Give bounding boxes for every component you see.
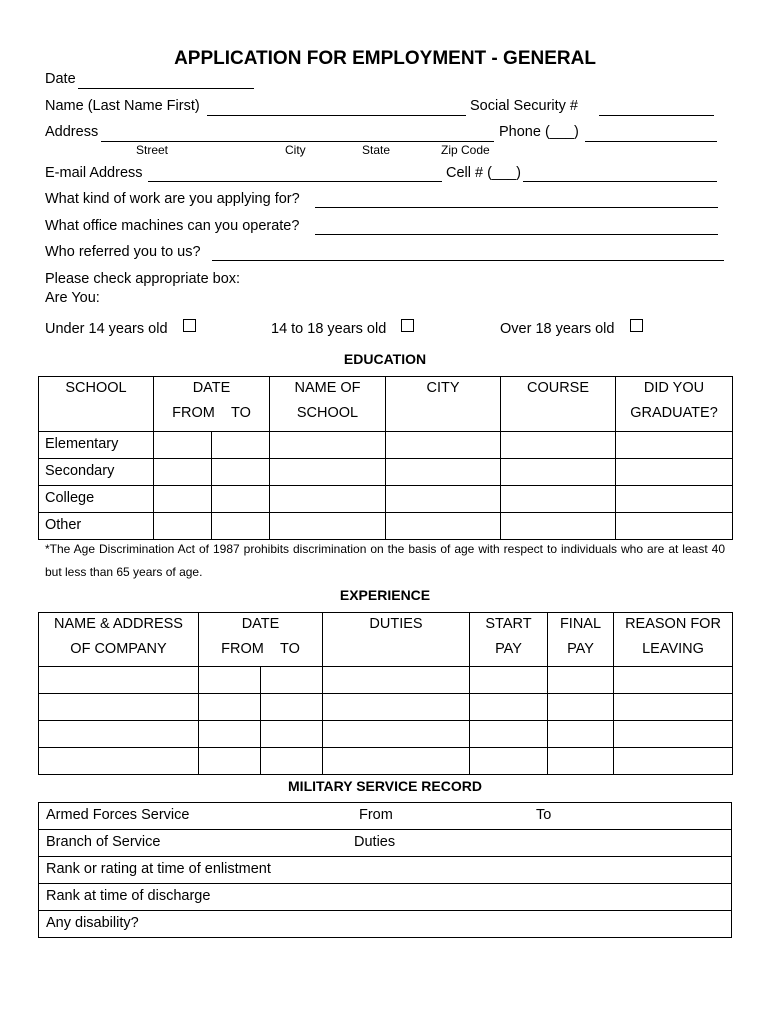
checkbox-14-18[interactable]	[401, 319, 414, 332]
military-row-rank-discharge[interactable]	[39, 884, 732, 911]
edu-cell[interactable]	[154, 486, 212, 513]
edu-cell[interactable]	[386, 432, 501, 459]
cell-label: Cell # (___)	[446, 165, 521, 181]
exp-cell[interactable]	[548, 667, 614, 694]
name-label: Name (Last Name First)	[45, 98, 200, 114]
edu-cell[interactable]	[616, 513, 733, 540]
exp-cell[interactable]	[39, 667, 199, 694]
exp-cell[interactable]	[323, 694, 470, 721]
edu-header-graduate	[616, 377, 733, 432]
edu-row-label: College	[45, 490, 95, 506]
exp-header-name-addr: NAME & ADDRESS	[54, 616, 183, 632]
referred-field[interactable]	[212, 260, 724, 261]
edu-cell[interactable]	[270, 513, 386, 540]
edu-header-did-you: DID YOU	[643, 380, 705, 396]
exp-header-duties-label: DUTIES	[369, 616, 423, 632]
exp-cell[interactable]	[548, 748, 614, 775]
check-prompt: Please check appropriate box:	[45, 271, 241, 287]
exp-cell[interactable]	[261, 748, 323, 775]
phone-label: Phone (___)	[499, 124, 579, 140]
exp-header-start-pay	[470, 613, 548, 667]
edu-header-from: FROM	[172, 405, 215, 421]
military-disability-label: Any disability?	[46, 915, 139, 931]
military-row-armed[interactable]	[39, 803, 732, 830]
edu-header-date	[154, 377, 270, 432]
exp-header-of-company: OF COMPANY	[70, 641, 167, 657]
age-option-under-14: Under 14 years old	[45, 321, 168, 337]
edu-cell[interactable]	[501, 459, 616, 486]
military-from-label: From	[359, 807, 393, 823]
military-heading: MILITARY SERVICE RECORD	[288, 778, 482, 794]
edu-cell[interactable]	[154, 432, 212, 459]
exp-cell[interactable]	[470, 748, 548, 775]
edu-cell[interactable]	[212, 513, 270, 540]
edu-cell[interactable]	[270, 432, 386, 459]
work-field[interactable]	[315, 207, 718, 208]
edu-cell[interactable]	[386, 513, 501, 540]
edu-row-college	[39, 486, 154, 513]
exp-header-leaving: LEAVING	[642, 641, 704, 657]
exp-cell[interactable]	[199, 667, 261, 694]
exp-cell[interactable]	[261, 694, 323, 721]
referred-label: Who referred you to us?	[45, 244, 201, 260]
edu-header-school-label: SCHOOL	[65, 380, 127, 396]
edu-cell[interactable]	[616, 432, 733, 459]
edu-row-label: Elementary	[45, 436, 119, 452]
ssn-label: Social Security #	[470, 98, 578, 114]
exp-header-pay: PAY	[567, 641, 594, 657]
exp-header-date-label: DATE	[241, 616, 280, 632]
address-label: Address	[45, 124, 99, 140]
military-rank-discharge-label: Rank at time of discharge	[46, 888, 211, 904]
exp-header-from: FROM	[221, 641, 264, 657]
page-title: APPLICATION FOR EMPLOYMENT - GENERAL	[174, 48, 596, 69]
exp-header-duties	[323, 613, 470, 667]
edu-cell[interactable]	[616, 459, 733, 486]
military-row-disability[interactable]	[39, 911, 732, 938]
exp-header-to: TO	[279, 641, 300, 657]
work-label: What kind of work are you applying for?	[45, 191, 300, 207]
exp-header-reason	[614, 613, 733, 667]
age-discrimination-note: *The Age Discrimination Act of 1987 prohibits discrimination on the basis of age with respect to individuals who are at least 40 but less than 65 years of age.	[45, 542, 725, 579]
date-label: Date	[45, 71, 76, 87]
edu-row-label: Other	[45, 517, 82, 533]
exp-header-start: START	[485, 616, 532, 632]
machines-field[interactable]	[315, 234, 718, 235]
edu-cell[interactable]	[212, 459, 270, 486]
age-option-14-18: 14 to 18 years old	[271, 321, 387, 337]
edu-cell[interactable]	[154, 459, 212, 486]
exp-cell[interactable]	[614, 694, 733, 721]
exp-cell[interactable]	[323, 667, 470, 694]
edu-cell[interactable]	[616, 486, 733, 513]
state-sublabel: State	[362, 143, 391, 157]
edu-header-course-label: COURSE	[526, 380, 590, 396]
exp-cell[interactable]	[199, 721, 261, 748]
military-duties-label: Duties	[354, 834, 396, 850]
edu-row-label: Secondary	[45, 463, 115, 479]
edu-cell[interactable]	[386, 486, 501, 513]
exp-cell[interactable]	[261, 667, 323, 694]
age-option-over-18: Over 18 years old	[500, 321, 615, 337]
machines-label: What office machines can you operate?	[45, 218, 300, 234]
experience-table	[38, 612, 733, 775]
exp-cell[interactable]	[323, 748, 470, 775]
exp-cell[interactable]	[614, 748, 733, 775]
street-sublabel: Street	[136, 143, 169, 157]
exp-cell[interactable]	[323, 721, 470, 748]
edu-cell[interactable]	[386, 459, 501, 486]
military-to-label: To	[536, 807, 552, 823]
exp-cell[interactable]	[470, 667, 548, 694]
edu-cell[interactable]	[154, 513, 212, 540]
exp-header-reason-for: REASON FOR	[625, 616, 721, 632]
education-table	[38, 376, 733, 540]
exp-header-date	[199, 613, 323, 667]
exp-cell[interactable]	[548, 721, 614, 748]
exp-cell[interactable]	[548, 694, 614, 721]
exp-header-company	[39, 613, 199, 667]
military-row-branch[interactable]	[39, 830, 732, 857]
edu-cell[interactable]	[501, 513, 616, 540]
edu-header-course	[501, 377, 616, 432]
edu-header-name	[270, 377, 386, 432]
education-heading: EDUCATION	[343, 351, 427, 367]
city-sublabel: City	[285, 143, 306, 157]
exp-cell[interactable]	[614, 721, 733, 748]
edu-cell[interactable]	[270, 459, 386, 486]
exp-cell[interactable]	[470, 694, 548, 721]
edu-row-elementary	[39, 432, 154, 459]
edu-row-secondary	[39, 459, 154, 486]
edu-header-to: TO	[230, 405, 251, 421]
are-you-label: Are You:	[45, 290, 100, 306]
experience-heading: EXPERIENCE	[339, 587, 431, 603]
edu-cell[interactable]	[212, 432, 270, 459]
edu-header-city-label: CITY	[426, 380, 460, 396]
zip-sublabel: Zip Code	[441, 143, 490, 157]
name-field[interactable]	[207, 115, 466, 116]
date-field[interactable]	[78, 88, 254, 89]
edu-cell[interactable]	[501, 486, 616, 513]
phone-field[interactable]	[585, 141, 717, 142]
exp-cell[interactable]	[39, 721, 199, 748]
edu-row-other	[39, 513, 154, 540]
exp-cell[interactable]	[199, 694, 261, 721]
exp-header-pay: PAY	[495, 641, 522, 657]
military-rank-enlist-label: Rank or rating at time of enlistment	[46, 861, 271, 877]
exp-header-final: FINAL	[559, 616, 602, 632]
military-row-rank-enlist[interactable]	[39, 857, 732, 884]
edu-cell[interactable]	[212, 486, 270, 513]
cell-field[interactable]	[523, 181, 717, 182]
address-field[interactable]	[101, 141, 494, 142]
edu-header-date-label: DATE	[192, 380, 231, 396]
edu-header-graduate-label: GRADUATE?	[630, 405, 718, 421]
ssn-field[interactable]	[599, 115, 714, 116]
exp-cell[interactable]	[470, 721, 548, 748]
exp-cell[interactable]	[39, 694, 199, 721]
military-armed-label: Armed Forces Service	[46, 807, 190, 823]
edu-header-school2: SCHOOL	[296, 405, 359, 421]
exp-cell[interactable]	[39, 748, 199, 775]
edu-header-city	[386, 377, 501, 432]
exp-cell[interactable]	[614, 667, 733, 694]
edu-header-school	[39, 377, 154, 432]
email-label: E-mail Address	[45, 165, 143, 181]
edu-cell[interactable]	[270, 486, 386, 513]
checkbox-under-14[interactable]	[183, 319, 196, 332]
military-table	[38, 802, 732, 938]
exp-cell[interactable]	[261, 721, 323, 748]
exp-cell[interactable]	[199, 748, 261, 775]
edu-header-name-of: NAME OF	[294, 380, 361, 396]
military-branch-label: Branch of Service	[46, 834, 161, 850]
checkbox-over-18[interactable]	[630, 319, 643, 332]
edu-cell[interactable]	[501, 432, 616, 459]
email-field[interactable]	[148, 181, 442, 182]
exp-header-final-pay	[548, 613, 614, 667]
